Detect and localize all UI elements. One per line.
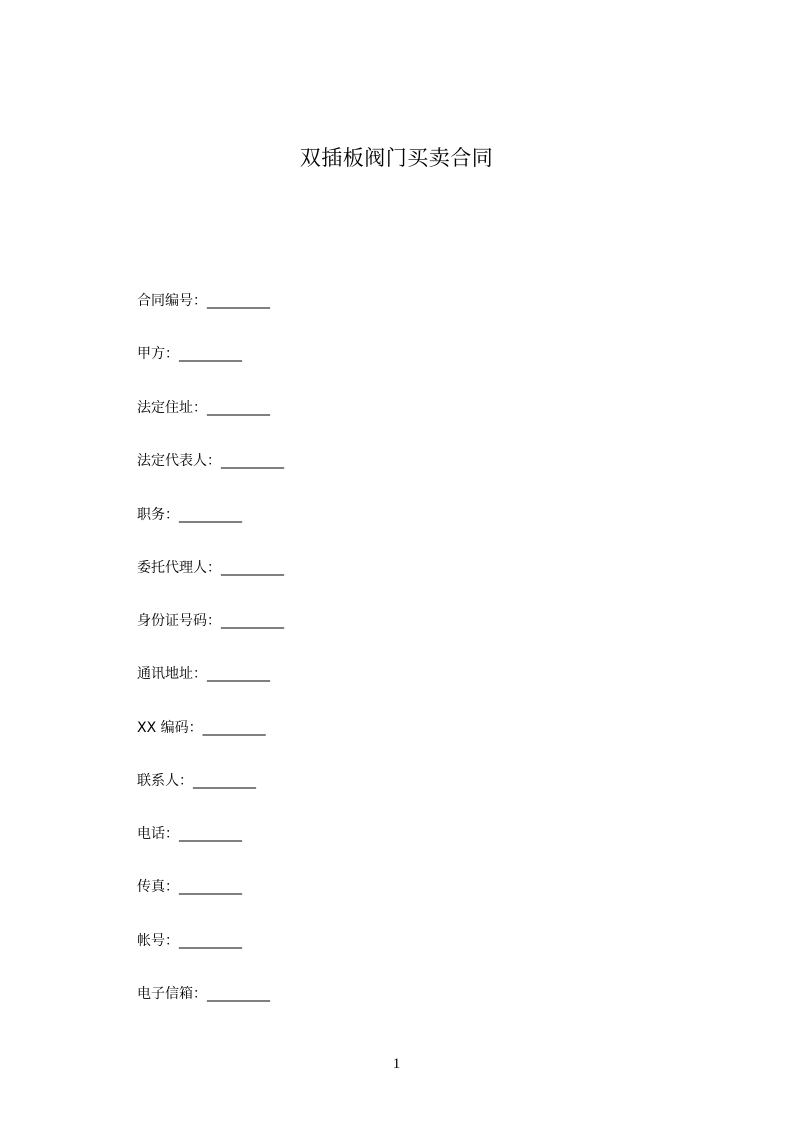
field-blank: _________ [207, 293, 270, 309]
field-blank: _________ [179, 346, 242, 362]
field-blank: _________ [207, 400, 270, 416]
field-label: 委托代理人： [137, 560, 221, 576]
page-title: 双插板阀门买卖合同 [299, 146, 494, 170]
field-label: 传真： [137, 879, 179, 895]
field-label: 法定住址： [137, 400, 207, 416]
field-blank: _________ [179, 879, 242, 895]
field-label: 法定代表人： [137, 453, 221, 469]
field-email [137, 984, 270, 1004]
field-label: 身份证号码： [137, 613, 221, 629]
field-label: 联系人： [137, 773, 193, 789]
page-number: 1 [392, 1056, 401, 1072]
field-account [137, 931, 242, 951]
field-blank: _________ [221, 613, 284, 629]
field-contract-number [137, 291, 270, 311]
field-label: 电子信箱： [137, 986, 207, 1002]
field-blank: _________ [202, 720, 266, 736]
field-authorized-agent [137, 558, 284, 578]
field-contact-person [137, 771, 256, 791]
field-id-number [137, 611, 284, 631]
field-label: XX 编码： [137, 720, 203, 736]
field-legal-representative [137, 451, 284, 471]
field-phone [137, 824, 242, 844]
field-label: 甲方： [137, 346, 179, 362]
field-blank: _________ [207, 986, 270, 1002]
field-party-a [137, 344, 242, 364]
field-blank: _________ [221, 560, 284, 576]
field-blank: _________ [207, 666, 270, 682]
field-position [137, 505, 242, 525]
field-blank: _________ [179, 826, 242, 842]
field-postal-code [137, 718, 266, 738]
field-blank: _________ [221, 453, 284, 469]
field-fax [137, 877, 242, 897]
field-label: 合同编号： [137, 293, 207, 309]
field-mailing-address [137, 664, 270, 684]
field-label: 通讯地址： [137, 666, 207, 682]
field-label: 电话： [137, 826, 179, 842]
field-blank: _________ [193, 773, 256, 789]
field-blank: _________ [179, 933, 242, 949]
field-label: 帐号： [137, 933, 179, 949]
field-legal-address [137, 398, 270, 418]
field-blank: _________ [179, 507, 242, 523]
field-label: 职务： [137, 507, 179, 523]
